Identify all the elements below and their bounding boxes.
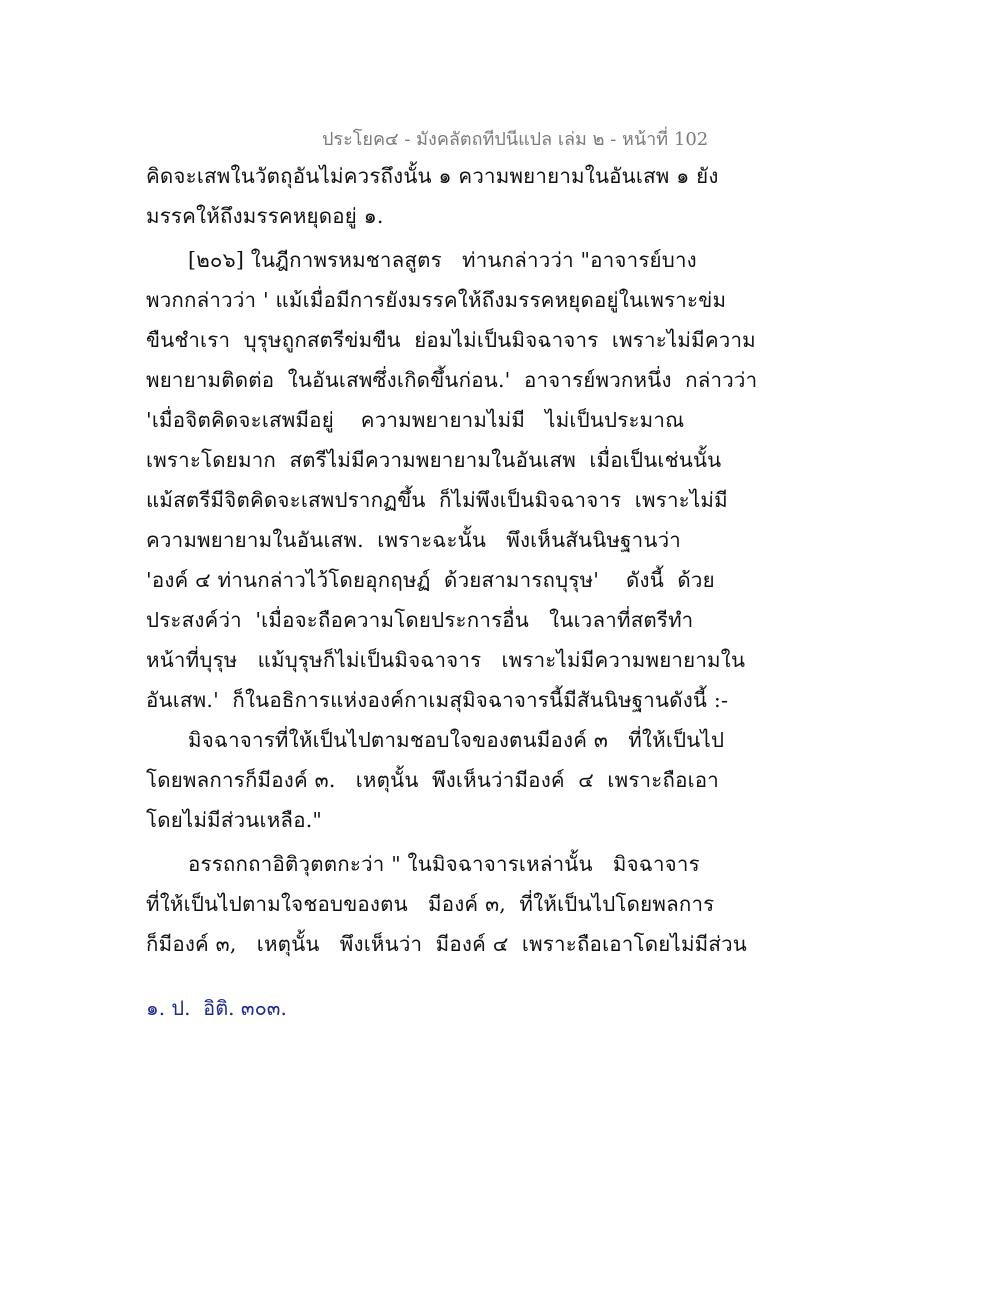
text-line: ที่ให้เป็นไปตามใจชอบของตน มีองค์ ๓, ที่ให้เป็นไปโดยพลการ bbox=[146, 892, 715, 916]
text-line: พวกกล่าวว่า ' แม้เมื่อมีการยังมรรคให้ถึงมรรคหยุดอยู่ในเพราะข่ม bbox=[146, 288, 727, 312]
text-line: ก็มีองค์ ๓, เหตุนั้น พึงเห็นว่า มีองค์ ๔ เพราะถือเอาโดยไม่มีส่วน bbox=[146, 932, 748, 956]
text-line: พยายามติดต่อ ในอันเสพซึ่งเกิดขึ้นก่อน.' อาจารย์พวกหนึ่ง กล่าวว่า bbox=[146, 368, 758, 392]
text-line: อันเสพ.' ก็ในอธิการแห่งองค์กาเมสุมิจฉาจารนี้มีสันนิษฐานดังนี้ :- bbox=[146, 688, 729, 712]
body-text bbox=[146, 156, 758, 964]
paragraph-start-line: [๒๐๖] ในฎีกาพรหมชาลสูตร ท่านกล่าวว่า "อาจารย์บาง bbox=[188, 248, 697, 272]
text-line: 'เมื่อจิตคิดจะเสพมีอยู่ ความพยายามไม่มี ไม่เป็นประมาณ bbox=[146, 408, 685, 432]
text-line: ขืนชำเรา บุรุษถูกสตรีข่มขืน ย่อมไม่เป็นมิจฉาจาร เพราะไม่มีความ bbox=[146, 328, 756, 352]
text-line: มรรคให้ถึงมรรคหยุดอยู่ ๑. bbox=[146, 204, 384, 228]
text-line: 'องค์ ๔ ท่านกล่าวไว้โดยอุกฤษฏ์ ด้วยสามารถบุรุษ' ดังนี้ ด้วย bbox=[146, 568, 715, 592]
paragraph-start-line: มิจฉาจารที่ให้เป็นไปตามชอบใจของตนมีองค์ ๓ ที่ให้เป็นไป bbox=[188, 728, 725, 752]
running-header: ประโยค๔ - มังคลัตถทีปนีแปล เล่ม ๒ - หน้าที่ 102 bbox=[322, 129, 709, 150]
text-line: หน้าที่บุรุษ แม้บุรุษก็ไม่เป็นมิจฉาจาร เพราะไม่มีความพยายามใน bbox=[146, 648, 746, 672]
text-line: แม้สตรีมีจิตคิดจะเสพปรากฏขึ้น ก็ไม่พึงเป็นมิจฉาจาร เพราะไม่มี bbox=[146, 488, 728, 512]
paragraph-start-line: อรรถกถาอิติวุตตกะว่า " ในมิจฉาจารเหล่านั้น มิจฉาจาร bbox=[188, 852, 700, 876]
text-line: ความพยายามในอันเสพ. เพราะฉะนั้น พึงเห็นสันนิษฐานว่า bbox=[146, 528, 682, 552]
text-line: โดยพลการก็มีองค์ ๓. เหตุนั้น พึงเห็นว่ามีองค์ ๔ เพราะถือเอา bbox=[146, 768, 720, 792]
footnote: ๑. ป. อิติ. ๓๐๓. bbox=[146, 996, 287, 1020]
text-line: ประสงค์ว่า 'เมื่อจะถือความโดยประการอื่น ในเวลาที่สตรีทำ bbox=[146, 608, 694, 632]
text-line: เพราะโดยมาก สตรีไม่มีความพยายามในอันเสพ เมื่อเป็นเช่นนั้น bbox=[146, 448, 722, 472]
text-line: โดยไม่มีส่วนเหลือ." bbox=[146, 808, 323, 832]
text-line: คิดจะเสพในวัตถุอันไม่ควรถึงนั้น ๑ ความพยายามในอันเสพ ๑ ยัง bbox=[146, 164, 719, 188]
